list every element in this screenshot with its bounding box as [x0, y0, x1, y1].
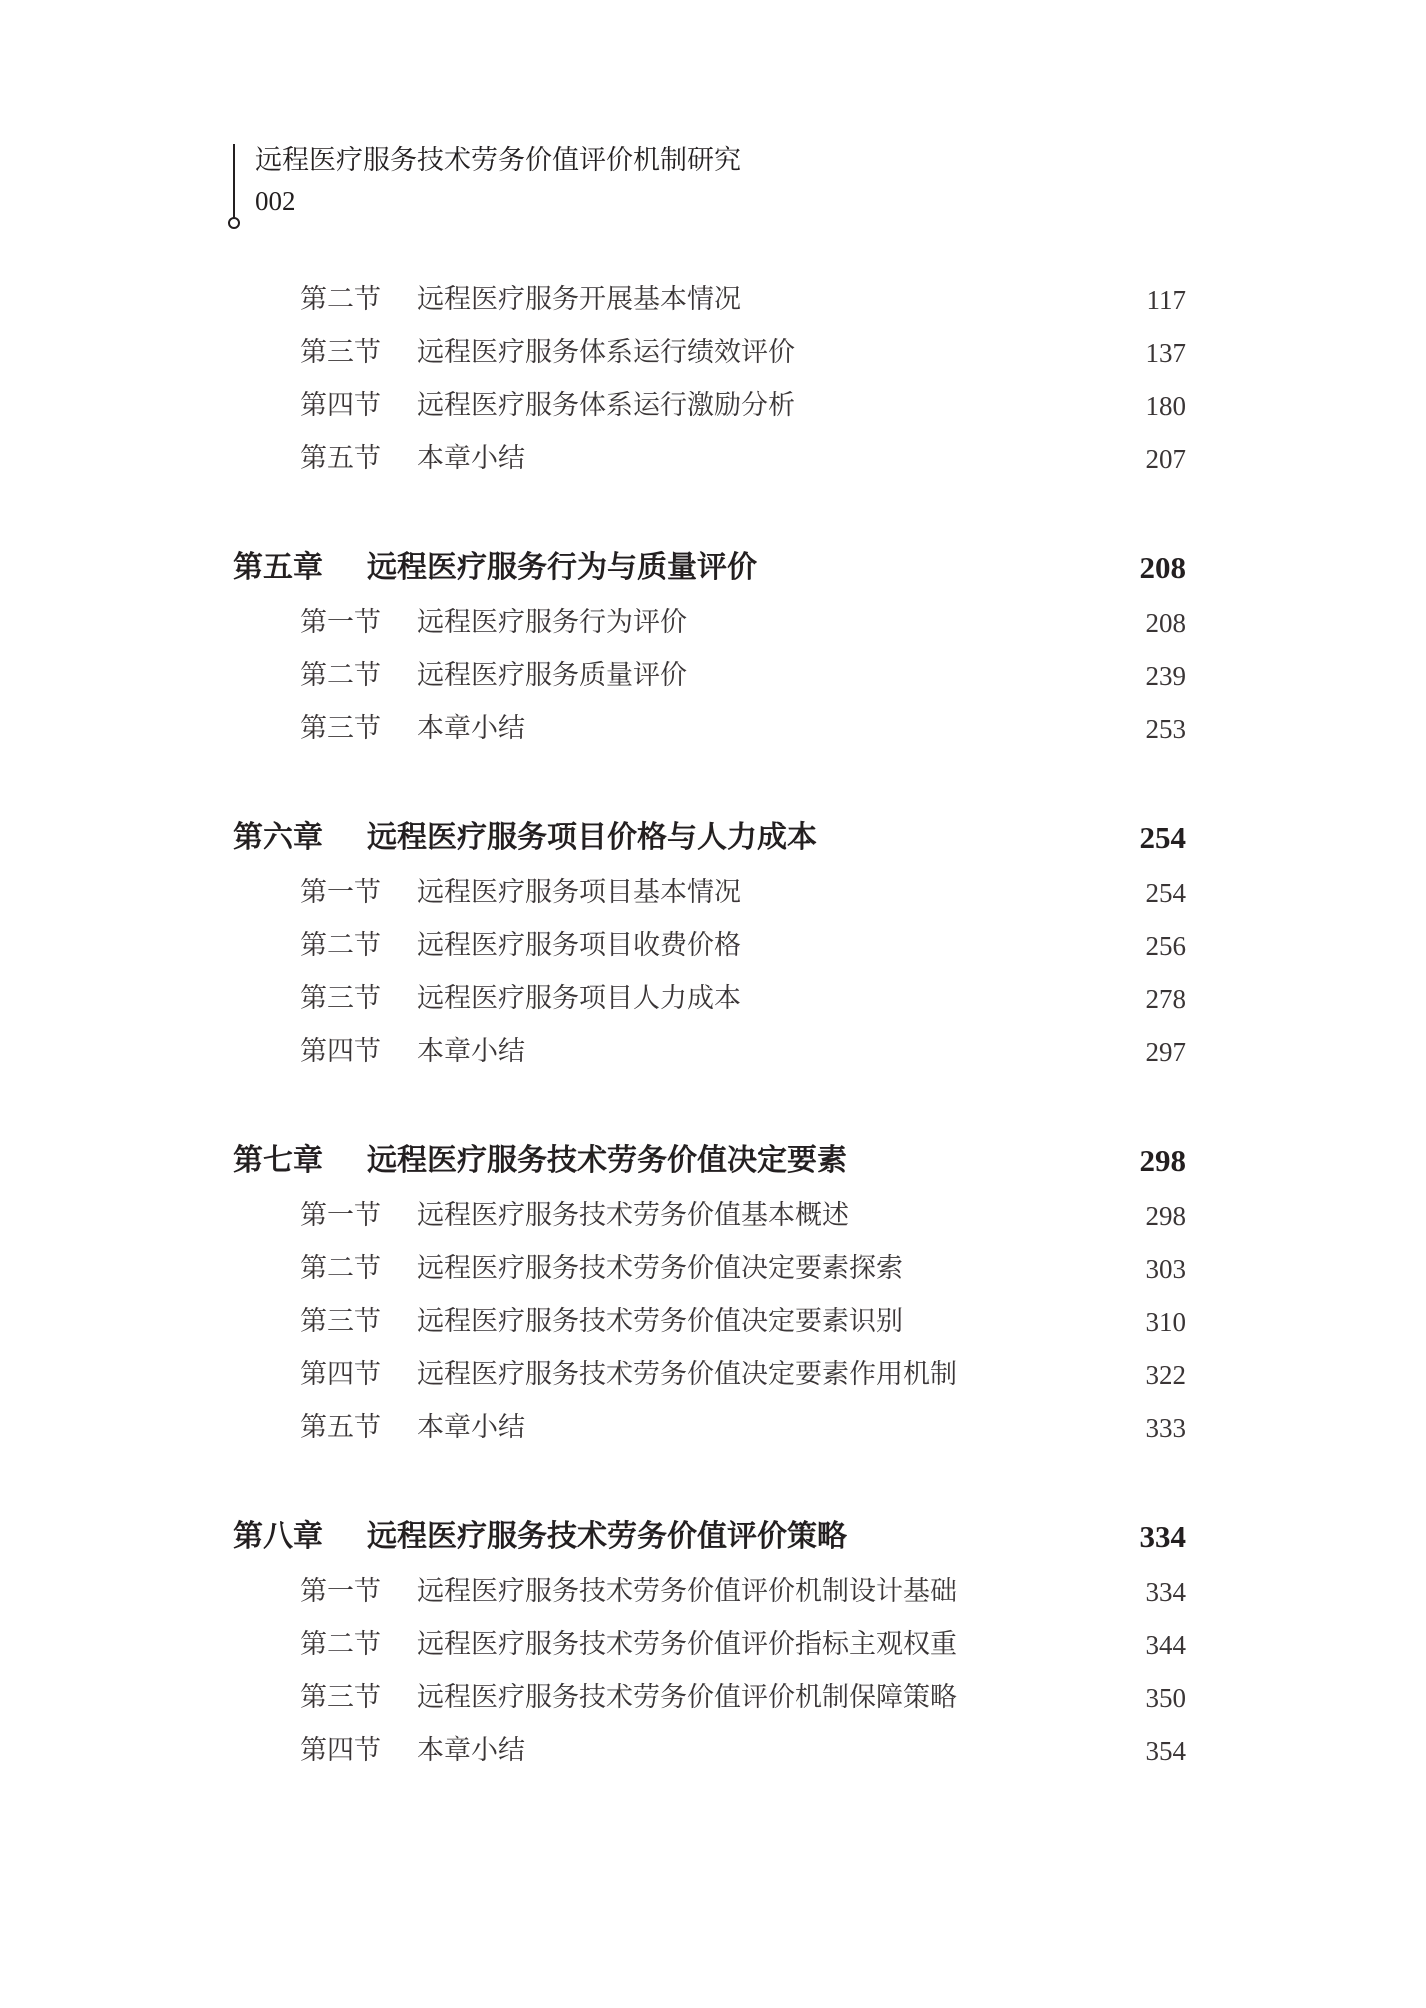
section-page: 256	[1145, 931, 1186, 961]
toc-section-row[interactable]	[300, 280, 1186, 320]
toc-section-row[interactable]	[300, 1355, 1186, 1395]
toc-chapter-row[interactable]	[233, 818, 1186, 858]
toc-section-row[interactable]	[300, 603, 1186, 643]
section-title: 远程医疗服务技术劳务价值决定要素探索	[417, 1253, 903, 1284]
section-title: 远程医疗服务技术劳务价值评价指标主观权重	[417, 1629, 957, 1660]
toc-section-row[interactable]	[300, 926, 1186, 966]
section-page: 354	[1145, 1736, 1186, 1766]
toc-section-row[interactable]	[300, 1678, 1186, 1718]
section-page: 207	[1145, 444, 1186, 474]
section-label: 第一节	[300, 877, 381, 908]
section-title: 远程医疗服务体系运行激励分析	[417, 390, 795, 421]
section-page: 310	[1145, 1307, 1186, 1337]
section-label: 第四节	[300, 1036, 381, 1067]
chapter-title: 远程医疗服务行为与质量评价	[367, 550, 757, 585]
toc-section-row[interactable]	[300, 1731, 1186, 1771]
section-title: 远程医疗服务技术劳务价值评价机制保障策略	[417, 1682, 957, 1713]
book-title: 远程医疗服务技术劳务价值评价机制研究	[255, 145, 741, 176]
section-label: 第三节	[300, 713, 381, 744]
section-title: 本章小结	[417, 1735, 525, 1766]
section-page: 297	[1145, 1037, 1186, 1067]
toc-section-row[interactable]	[300, 333, 1186, 373]
section-page: 137	[1145, 338, 1186, 368]
section-label: 第二节	[300, 284, 381, 315]
chapter-page: 334	[1139, 1519, 1186, 1554]
toc-chapter-row[interactable]	[233, 548, 1186, 588]
chapter-title: 远程医疗服务技术劳务价值评价策略	[367, 1519, 847, 1554]
chapter-label: 第六章	[233, 820, 323, 855]
toc-section-row[interactable]	[300, 1625, 1186, 1665]
section-title: 远程医疗服务技术劳务价值基本概述	[417, 1200, 849, 1231]
section-title: 远程医疗服务技术劳务价值评价机制设计基础	[417, 1576, 957, 1607]
section-page: 298	[1145, 1201, 1186, 1231]
toc-section-row[interactable]	[300, 439, 1186, 479]
toc-section-row[interactable]	[300, 1572, 1186, 1612]
chapter-label: 第七章	[233, 1143, 323, 1178]
chapter-title: 远程医疗服务项目价格与人力成本	[367, 820, 817, 855]
toc-chapter-row[interactable]	[233, 1517, 1186, 1557]
section-title: 远程医疗服务项目基本情况	[417, 877, 741, 908]
section-title: 远程医疗服务体系运行绩效评价	[417, 337, 795, 368]
section-label: 第四节	[300, 390, 381, 421]
section-label: 第三节	[300, 1682, 381, 1713]
toc-section-row[interactable]	[300, 1196, 1186, 1236]
section-label: 第四节	[300, 1735, 381, 1766]
section-label: 第二节	[300, 1629, 381, 1660]
section-page: 180	[1145, 391, 1186, 421]
chapter-label: 第五章	[233, 550, 323, 585]
section-label: 第三节	[300, 337, 381, 368]
toc-section-row[interactable]	[300, 1408, 1186, 1448]
toc-section-row[interactable]	[300, 873, 1186, 913]
header-rule	[233, 144, 235, 220]
section-title: 本章小结	[417, 713, 525, 744]
section-title: 远程医疗服务质量评价	[417, 660, 687, 691]
section-page: 344	[1145, 1630, 1186, 1660]
section-title: 远程医疗服务技术劳务价值决定要素作用机制	[417, 1359, 957, 1390]
section-label: 第一节	[300, 1576, 381, 1607]
section-page: 239	[1145, 661, 1186, 691]
section-page: 333	[1145, 1413, 1186, 1443]
section-label: 第二节	[300, 930, 381, 961]
section-label: 第一节	[300, 607, 381, 638]
page-number: 002	[255, 186, 296, 216]
section-label: 第五节	[300, 1412, 381, 1443]
chapter-page: 298	[1139, 1143, 1186, 1178]
section-title: 远程医疗服务行为评价	[417, 607, 687, 638]
toc-section-row[interactable]	[300, 1249, 1186, 1289]
toc-section-row[interactable]	[300, 386, 1186, 426]
section-label: 第四节	[300, 1359, 381, 1390]
section-title: 远程医疗服务项目人力成本	[417, 983, 741, 1014]
chapter-page: 254	[1139, 820, 1186, 855]
chapter-title: 远程医疗服务技术劳务价值决定要素	[367, 1143, 847, 1178]
section-title: 本章小结	[417, 1412, 525, 1443]
chapter-page: 208	[1139, 550, 1186, 585]
toc-section-row[interactable]	[300, 1032, 1186, 1072]
toc-section-row[interactable]	[300, 1302, 1186, 1342]
section-page: 350	[1145, 1683, 1186, 1713]
toc-section-row[interactable]	[300, 979, 1186, 1019]
section-page: 278	[1145, 984, 1186, 1014]
toc-section-row[interactable]	[300, 709, 1186, 749]
section-title: 远程医疗服务项目收费价格	[417, 930, 741, 961]
section-page: 117	[1146, 285, 1186, 315]
section-title: 本章小结	[417, 443, 525, 474]
section-page: 253	[1145, 714, 1186, 744]
section-page: 334	[1145, 1577, 1186, 1607]
running-header	[233, 144, 933, 228]
section-title: 远程医疗服务开展基本情况	[417, 284, 741, 315]
chapter-label: 第八章	[233, 1519, 323, 1554]
section-page: 208	[1145, 608, 1186, 638]
section-label: 第三节	[300, 1306, 381, 1337]
section-title: 本章小结	[417, 1036, 525, 1067]
section-label: 第一节	[300, 1200, 381, 1231]
section-label: 第二节	[300, 1253, 381, 1284]
header-ornament	[228, 217, 240, 229]
section-label: 第二节	[300, 660, 381, 691]
toc-section-row[interactable]	[300, 656, 1186, 696]
section-label: 第五节	[300, 443, 381, 474]
section-page: 322	[1145, 1360, 1186, 1390]
section-label: 第三节	[300, 983, 381, 1014]
section-page: 303	[1145, 1254, 1186, 1284]
section-title: 远程医疗服务技术劳务价值决定要素识别	[417, 1306, 903, 1337]
toc-chapter-row[interactable]	[233, 1141, 1186, 1181]
section-page: 254	[1145, 878, 1186, 908]
